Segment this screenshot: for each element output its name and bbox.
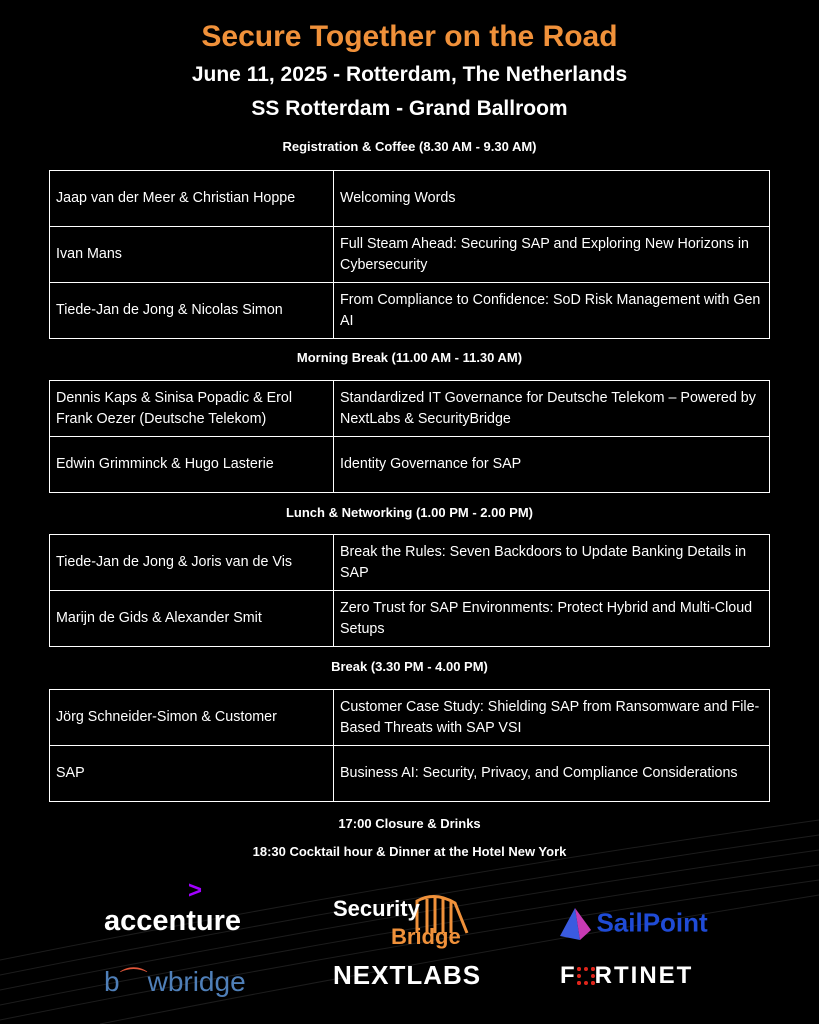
event-venue: SS Rotterdam - Grand Ballroom — [251, 97, 568, 120]
nextlabs-logo: NEXTLABS — [333, 960, 482, 990]
securitybridge-wordmark: Security — [333, 896, 420, 921]
bow-arc-icon: ⌒ — [119, 966, 148, 997]
agenda-table — [49, 689, 770, 802]
session-title: From Compliance to Confidence: SoD Risk Management with Gen AI — [334, 283, 770, 339]
session-title: Customer Case Study: Shielding SAP from Ransomware and File-Based Threats with SAP VSI — [334, 690, 770, 746]
securitybridge-wordmark-2: Bridge — [391, 924, 461, 949]
fortinet-wordmark: F — [560, 962, 577, 989]
session-title: Welcoming Words — [334, 171, 770, 227]
closing-item: 18:30 Cocktail hour & Dinner at the Hotel New York — [252, 844, 567, 859]
accenture-wordmark: accenture — [104, 905, 242, 937]
event-title: Secure Together on the Road — [201, 20, 618, 53]
section-label: Lunch & Networking (1.00 PM - 2.00 PM) — [285, 505, 534, 520]
accenture-logo — [104, 877, 242, 937]
speakers: Tiede-Jan de Jong & Joris van de Vis — [50, 535, 334, 591]
section-label: Break (3.30 PM - 4.00 PM) — [331, 659, 488, 674]
bowbridge-wordmark-2: wbridge — [147, 966, 246, 997]
session-title: Break the Rules: Seven Backdoors to Update Banking Details in SAP — [334, 535, 770, 591]
session-title: Full Steam Ahead: Securing SAP and Exploring New Horizons in Cybersecurity — [334, 227, 770, 283]
section-label: Morning Break (11.00 AM - 11.30 AM) — [296, 350, 523, 365]
table-row — [50, 535, 770, 591]
speakers: Marijn de Gids & Alexander Smit — [50, 591, 334, 647]
event-date-location: June 11, 2025 - Rotterdam, The Netherlands — [191, 63, 628, 86]
table-row — [50, 381, 770, 437]
session-title: Identity Governance for SAP — [334, 437, 770, 493]
speakers: Jörg Schneider-Simon & Customer — [50, 690, 334, 746]
speakers: Tiede-Jan de Jong & Nicolas Simon — [50, 283, 334, 339]
securitybridge-logo — [333, 893, 473, 953]
table-row — [50, 227, 770, 283]
speakers: Edwin Grimminck & Hugo Lasterie — [50, 437, 334, 493]
agenda-table — [49, 380, 770, 493]
agenda-table — [49, 534, 770, 647]
fortinet-grid-icon — [577, 967, 595, 985]
fortinet-logo — [560, 962, 693, 990]
speakers: Ivan Mans — [50, 227, 334, 283]
session-title: Business AI: Security, Privacy, and Compliance Considerations — [334, 746, 770, 802]
agenda-table — [49, 170, 770, 339]
table-row — [50, 591, 770, 647]
table-row — [50, 283, 770, 339]
sailpoint-triangle-icon — [558, 906, 592, 940]
accenture-chevron-icon: > — [188, 877, 203, 904]
section-label: Registration & Coffee (8.30 AM - 9.30 AM) — [282, 139, 537, 154]
bowbridge-logo — [104, 960, 246, 1000]
speakers: SAP — [50, 746, 334, 802]
table-row — [50, 690, 770, 746]
session-title: Standardized IT Governance for Deutsche Telekom – Powered by NextLabs & SecurityBridge — [334, 381, 770, 437]
sailpoint-wordmark: SailPoint — [596, 907, 708, 938]
session-title: Zero Trust for SAP Environments: Protect Hybrid and Multi-Cloud Setups — [334, 591, 770, 647]
closing-item: 17:00 Closure & Drinks — [338, 816, 481, 831]
speakers: Dennis Kaps & Sinisa Popadic & Erol Frank Oezer (Deutsche Telekom) — [50, 381, 334, 437]
table-row — [50, 171, 770, 227]
table-row — [50, 746, 770, 802]
sailpoint-logo — [558, 906, 708, 946]
bowbridge-wordmark: b — [104, 966, 120, 997]
fortinet-wordmark-2: RTINET — [594, 962, 694, 989]
speakers: Jaap van der Meer & Christian Hoppe — [50, 171, 334, 227]
table-row — [50, 437, 770, 493]
